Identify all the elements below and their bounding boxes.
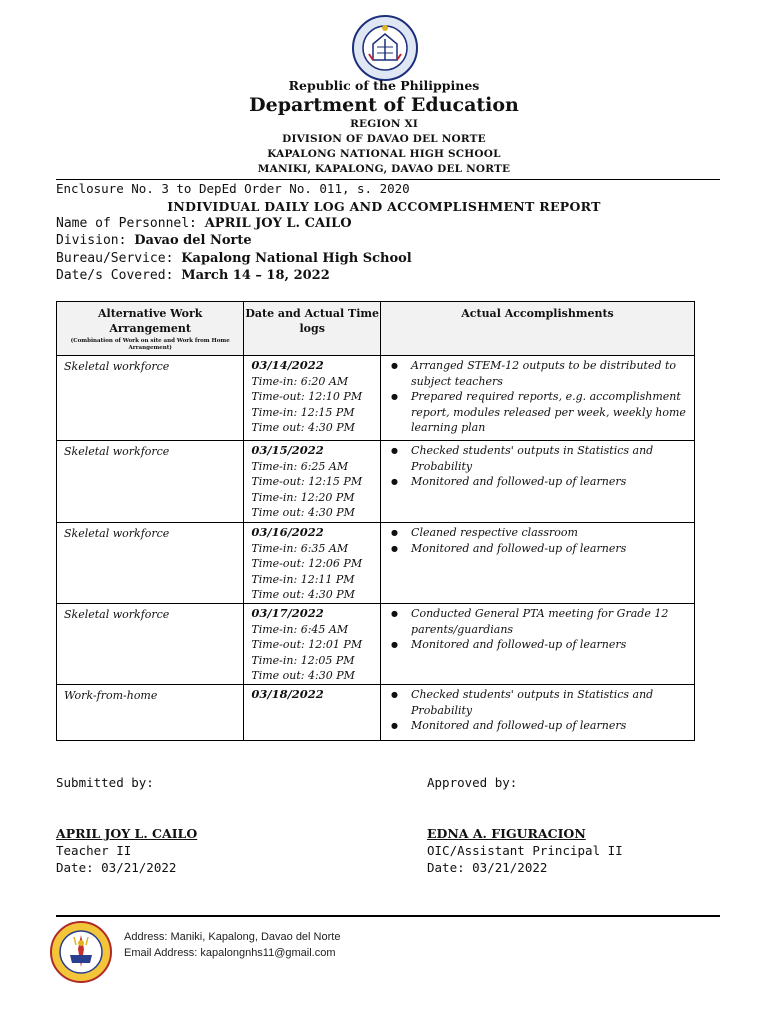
submitter-date: Date: 03/21/2022 — [56, 860, 177, 875]
log-date: 03/17/2022 — [251, 605, 324, 620]
time-entry: Time-in: 6:35 AM — [251, 541, 349, 555]
list-item: ● Conducted General PTA meeting for Grade 12 parents/guardians — [391, 606, 669, 636]
deped-seal-icon — [351, 14, 419, 82]
footer-address: Address: Maniki, Kapalong, Davao del Norte — [124, 931, 341, 943]
list-item: ● Checked students' outputs in Statistics and Probability — [391, 443, 654, 473]
log-date: 03/16/2022 — [251, 524, 324, 539]
col-header-arrangement: Alternative Work Arrangement (Combination of Work on site and Work from Home Arrangement) — [57, 302, 244, 356]
report-title: INDIVIDUAL DAILY LOG AND ACCOMPLISHMENT REPORT — [167, 199, 601, 214]
division-line — [56, 233, 252, 248]
accomplishment-list — [381, 685, 694, 738]
approver-position: OIC/Assistant Principal II — [427, 843, 623, 858]
time-log-cell — [244, 523, 380, 603]
log-date: 03/14/2022 — [251, 358, 324, 372]
table-row — [57, 440, 695, 522]
list-item: ● Monitored and followed-up of learners — [391, 541, 627, 555]
arrangement-cell: Skeletal workforce — [64, 526, 170, 540]
footer-email: Email Address: kapalongnhs11@gmail.com — [124, 947, 336, 959]
approver-name: EDNA A. FIGURACION — [427, 826, 586, 841]
school-logo-icon — [50, 921, 112, 983]
dates-covered-label: Date/s Covered: — [56, 268, 182, 283]
approver-date: Date: 03/21/2022 — [427, 860, 548, 875]
time-entry: Time-in: 12:15 PM — [251, 405, 355, 419]
table-row — [57, 522, 695, 603]
header-divider — [56, 179, 720, 180]
bullet-icon: ● — [391, 477, 399, 487]
header-department: Department of Education — [249, 94, 519, 116]
submitter-position: Teacher II — [56, 843, 132, 858]
time-entry: Time-in: 6:25 AM — [251, 459, 349, 473]
time-entry: Time-in: 6:45 AM — [251, 622, 349, 636]
bullet-icon: ● — [391, 543, 399, 553]
bullet-icon: ● — [391, 689, 399, 699]
time-entry: Time out: 4:30 PM — [251, 588, 355, 602]
col-header-time-logs: Date and Actual Time logs — [244, 302, 381, 356]
submitted-by-label: Submitted by: — [56, 775, 154, 790]
accomplishment-list — [381, 441, 694, 494]
daily-log-table — [56, 301, 695, 741]
submitter-name: APRIL JOY L. CAILO — [56, 826, 198, 841]
bullet-icon: ● — [391, 392, 399, 402]
list-item: ● Arranged STEM-12 outputs to be distributed to subject teachers — [391, 359, 677, 388]
table-row — [57, 684, 695, 740]
time-entry: Time out: 4:30 PM — [251, 506, 355, 520]
accomplishment-list — [381, 356, 694, 440]
header-division: DIVISION OF DAVAO DEL NORTE — [282, 133, 486, 145]
time-entry: Time-out: 12:10 PM — [251, 390, 363, 404]
personnel-name-label: Name of Personnel: — [56, 216, 205, 231]
header-school: KAPALONG NATIONAL HIGH SCHOOL — [267, 148, 501, 160]
arrangement-cell: Skeletal workforce — [64, 607, 170, 621]
accomplishment-list — [381, 523, 694, 560]
division-label: Division: — [56, 233, 135, 248]
time-entry: Time-out: 12:15 PM — [251, 475, 363, 489]
time-entry: Time-in: 12:20 PM — [251, 490, 355, 504]
bullet-icon: ● — [391, 608, 399, 618]
bureau-line — [56, 251, 412, 266]
time-entry: Time-in: 12:05 PM — [251, 653, 355, 667]
time-log-cell — [244, 604, 380, 684]
footer-divider — [56, 915, 720, 917]
time-entry: Time out: 4:30 PM — [251, 421, 355, 435]
time-log-cell — [244, 685, 380, 703]
table-row — [57, 603, 695, 684]
header-region: REGION XI — [350, 118, 418, 130]
bullet-icon: ● — [391, 361, 399, 370]
list-item: ● Cleaned respective classroom — [391, 525, 578, 539]
col-header-accomplishments: Actual Accomplishments — [381, 302, 695, 356]
time-log-cell — [244, 441, 380, 521]
header-republic: Republic of the Philippines — [288, 78, 480, 93]
list-item: ● Prepared required reports, e.g. accomplishment report, modules released per week, weekly home learning plan — [391, 390, 686, 435]
arrangement-cell: Skeletal workforce — [64, 360, 170, 373]
accomplishment-list — [381, 604, 694, 657]
bullet-icon: ● — [391, 640, 399, 650]
personnel-name-value: APRIL JOY L. CAILO — [204, 216, 352, 231]
time-entry: Time-out: 12:01 PM — [251, 638, 363, 652]
bullet-icon: ● — [391, 527, 399, 537]
list-item: ● Monitored and followed-up of learners — [391, 475, 627, 489]
division-value: Davao del Norte — [134, 233, 252, 248]
personnel-name-line — [56, 216, 352, 231]
approved-by-label: Approved by: — [427, 775, 518, 790]
bureau-value: Kapalong National High School — [181, 251, 412, 266]
bureau-label: Bureau/Service: — [56, 251, 182, 266]
log-date: 03/18/2022 — [251, 686, 324, 701]
dates-covered-value: March 14 – 18, 2022 — [181, 268, 330, 283]
time-log-cell — [244, 356, 380, 436]
time-entry: Time-in: 12:11 PM — [251, 572, 355, 586]
header-address: MANIKI, KAPALONG, DAVAO DEL NORTE — [257, 163, 511, 175]
table-row — [57, 356, 695, 441]
arrangement-cell: Skeletal workforce — [64, 444, 170, 458]
col-header-arrangement-sub: (Combination of Work on site and Work from Home Arrangement) — [70, 338, 230, 351]
time-entry: Time out: 4:30 PM — [251, 669, 355, 683]
list-item: ● Monitored and followed-up of learners — [391, 638, 627, 652]
time-entry: Time-in: 6:20 AM — [251, 374, 349, 388]
bullet-icon: ● — [391, 445, 399, 455]
dates-covered-line — [56, 268, 330, 283]
list-item: ● Monitored and followed-up of learners — [391, 719, 627, 733]
log-date: 03/15/2022 — [251, 442, 324, 457]
list-item: ● Checked students' outputs in Statistics and Probability — [391, 687, 654, 717]
bullet-icon: ● — [391, 721, 399, 731]
enclosure-note: Enclosure No. 3 to DepEd Order No. 011, s. 2020 — [56, 181, 410, 196]
arrangement-cell: Work-from-home — [64, 688, 158, 702]
time-entry: Time-out: 12:06 PM — [251, 557, 363, 571]
